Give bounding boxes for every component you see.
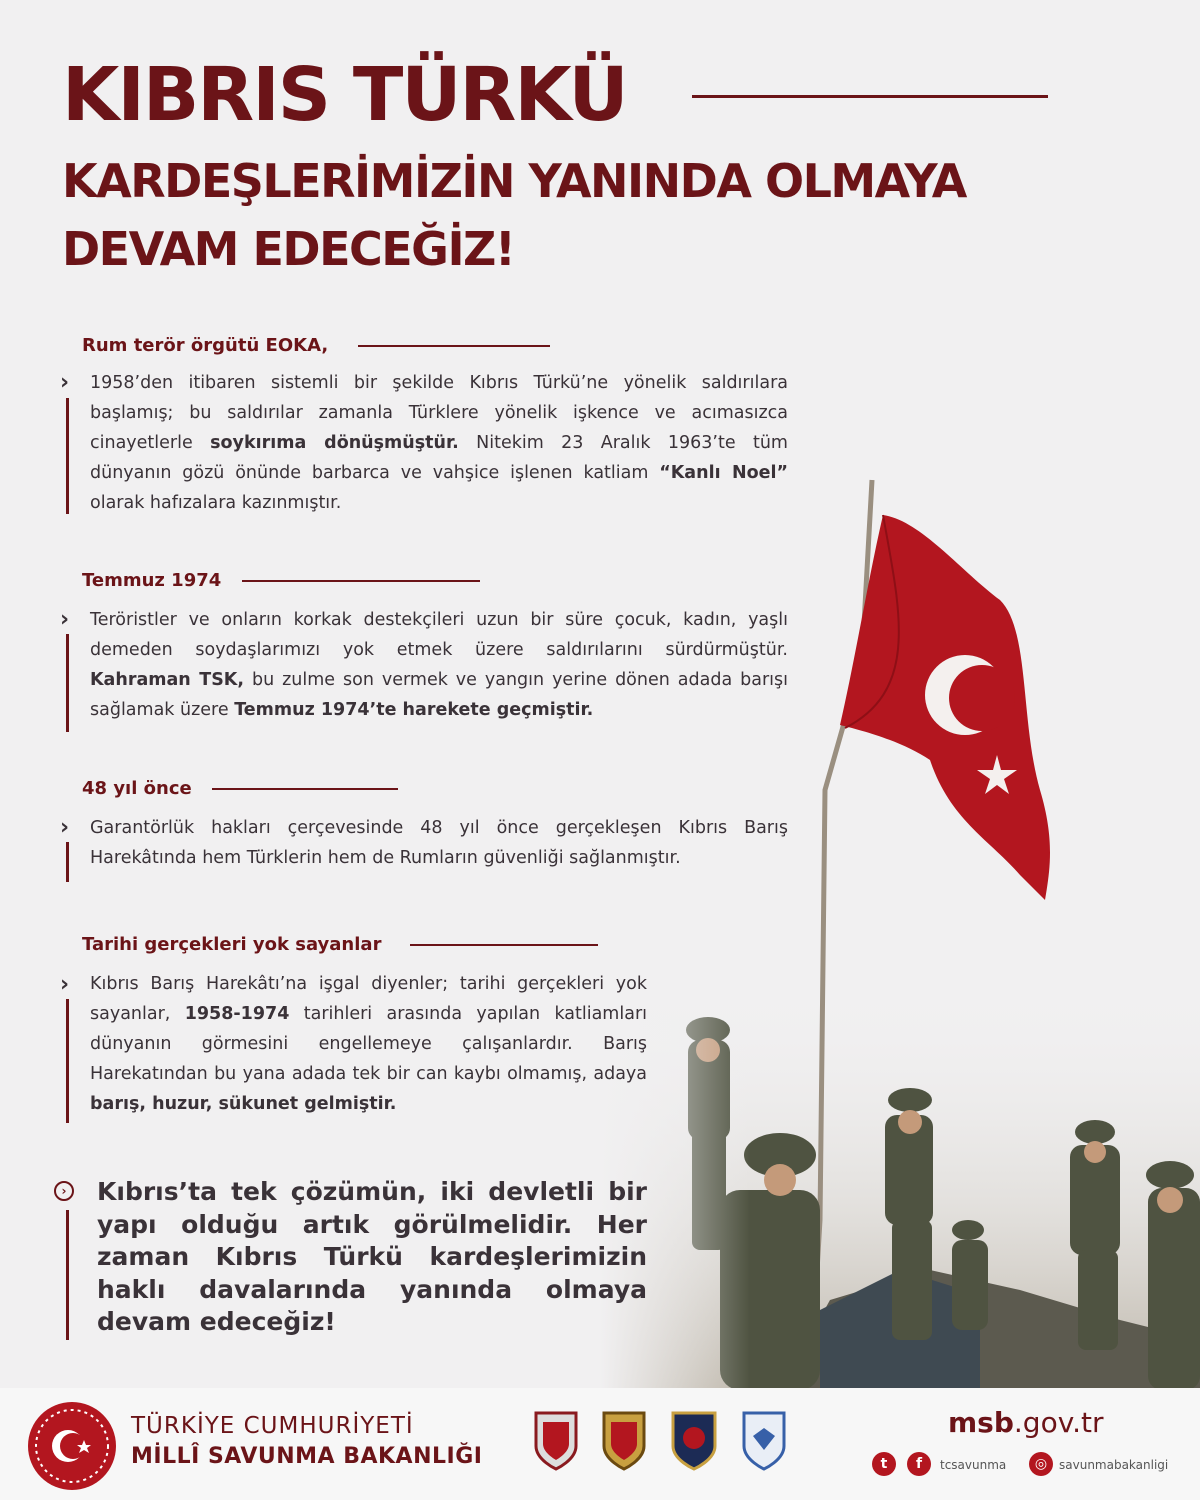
body-text: tarihleri arasında yapılan katliamları dünyanın görmesini engellemeye çalışanlardır. Barış Harekatından bu yana adada tek bir can kaybı olmamış, adaya xyxy=(90,1004,647,1084)
closing-statement: Kıbrıs’ta tek çözümün, iki devletli bir yapı olduğu artık görülmelidir. Her zaman Kıbrıs Türkü kardeşlerimizin haklı davalarında yanında olmaya devam edeceğiz! xyxy=(97,1177,647,1336)
closing-accent-bar xyxy=(66,1210,69,1340)
body-text: Nitekim 23 Aralık 1963’te tüm dünyanın gözü önünde barbarca ve vahşice işlenen katliam xyxy=(90,433,788,483)
body-text: Kıbrıs Barış Harekâtı’na işgal diyenler; tarihi gerçekleri yok sayanlar, xyxy=(90,974,647,1024)
section-body-temmuz-1974 xyxy=(90,605,788,725)
headline-rule xyxy=(692,95,1048,98)
emphasis-text: barış, huzur, sükunet gelmiştir. xyxy=(90,1094,397,1114)
air-forces-emblem-icon xyxy=(741,1410,787,1472)
emphasis-text: 1958-1974 xyxy=(184,1004,290,1024)
general-staff-emblem-icon xyxy=(533,1410,579,1472)
section-heading-temmuz-1974: Temmuz 1974 xyxy=(82,570,222,591)
facebook-icon[interactable]: f xyxy=(907,1452,931,1476)
body-text: 1958’den itibaren sistemli bir şekilde Kıbrıs Türkü’ne yönelik saldırılara başlamış; bu saldırılar zamanla Türklere yönelik işkence ve acımasızca cinayetlerle xyxy=(90,373,788,453)
body-text: bu zulme son vermek ve yangın yerine dönen adada barışı sağlamak üzere xyxy=(90,670,788,720)
section-accent-bar xyxy=(66,398,69,514)
section-heading-tarihi-gercekler: Tarihi gerçekleri yok sayanlar xyxy=(82,934,382,955)
land-forces-emblem-icon xyxy=(601,1410,647,1472)
section-heading-48-yil-once: 48 yıl önce xyxy=(82,778,192,799)
chevron-right-icon: › xyxy=(60,370,70,395)
naval-forces-emblem-icon xyxy=(669,1410,719,1472)
ministry-emblem-icon xyxy=(24,1398,120,1494)
section-body-tarihi-gercekler xyxy=(90,969,647,1119)
website-link[interactable]: msb.gov.tr xyxy=(948,1406,1104,1439)
emphasis-text: Temmuz 1974’te harekete geçmiştir. xyxy=(234,700,594,720)
body-text: olarak hafızalara kazınmıştır. xyxy=(90,493,342,513)
section-accent-bar xyxy=(66,999,69,1123)
body-text: Garantörlük hakları çerçevesinde 48 yıl önce gerçekleşen Kıbrıs Barış Harekâtında hem Türklerin hem de Rumların güvenliği sağlanmıştır. xyxy=(90,818,788,868)
body-text: Teröristler ve onların korkak destekçileri uzun bir süre çocuk, kadın, yaşlı demeden soydaşlarımızı yok etmek üzere saldırılarını sürdürmüştür. xyxy=(90,610,788,660)
headline-line-2: KARDEŞLERİMİZİN YANINDA OLMAYA xyxy=(62,154,966,208)
instagram-handle[interactable]: savunmabakanligi xyxy=(1059,1458,1169,1472)
ministry-name-top: TÜRKİYE CUMHURİYETİ xyxy=(131,1413,414,1439)
section-body-eoka xyxy=(90,368,788,518)
chevron-right-icon: › xyxy=(60,972,70,997)
section-rule xyxy=(242,580,480,582)
headline-line-1: KIBRIS TÜRKÜ xyxy=(62,52,627,138)
chevron-right-icon: › xyxy=(60,815,70,840)
twitter-icon[interactable]: t xyxy=(872,1452,896,1476)
section-heading-eoka: Rum terör örgütü EOKA, xyxy=(82,335,329,356)
headline-line-3: DEVAM EDECEĞİZ! xyxy=(62,222,515,276)
instagram-icon[interactable]: ◎ xyxy=(1029,1452,1053,1476)
emphasis-text: Kahraman TSK, xyxy=(90,670,245,690)
ministry-name-bottom: MİLLÎ SAVUNMA BAKANLIĞI xyxy=(131,1444,483,1469)
soldiers-flag-photo xyxy=(600,460,1200,1390)
emphasis-text: “Kanlı Noel” xyxy=(659,463,788,483)
section-rule xyxy=(410,944,598,946)
section-accent-bar xyxy=(66,634,69,732)
section-rule xyxy=(212,788,398,790)
section-body-48-yil-once xyxy=(90,813,788,873)
emphasis-text: soykırıma dönüşmüştür. xyxy=(210,433,459,453)
section-rule xyxy=(358,345,550,347)
circle-chevron-icon: › xyxy=(54,1181,74,1201)
section-accent-bar xyxy=(66,842,69,882)
chevron-right-icon: › xyxy=(60,607,70,632)
twitter-facebook-handle[interactable]: tcsavunma xyxy=(940,1458,1007,1472)
